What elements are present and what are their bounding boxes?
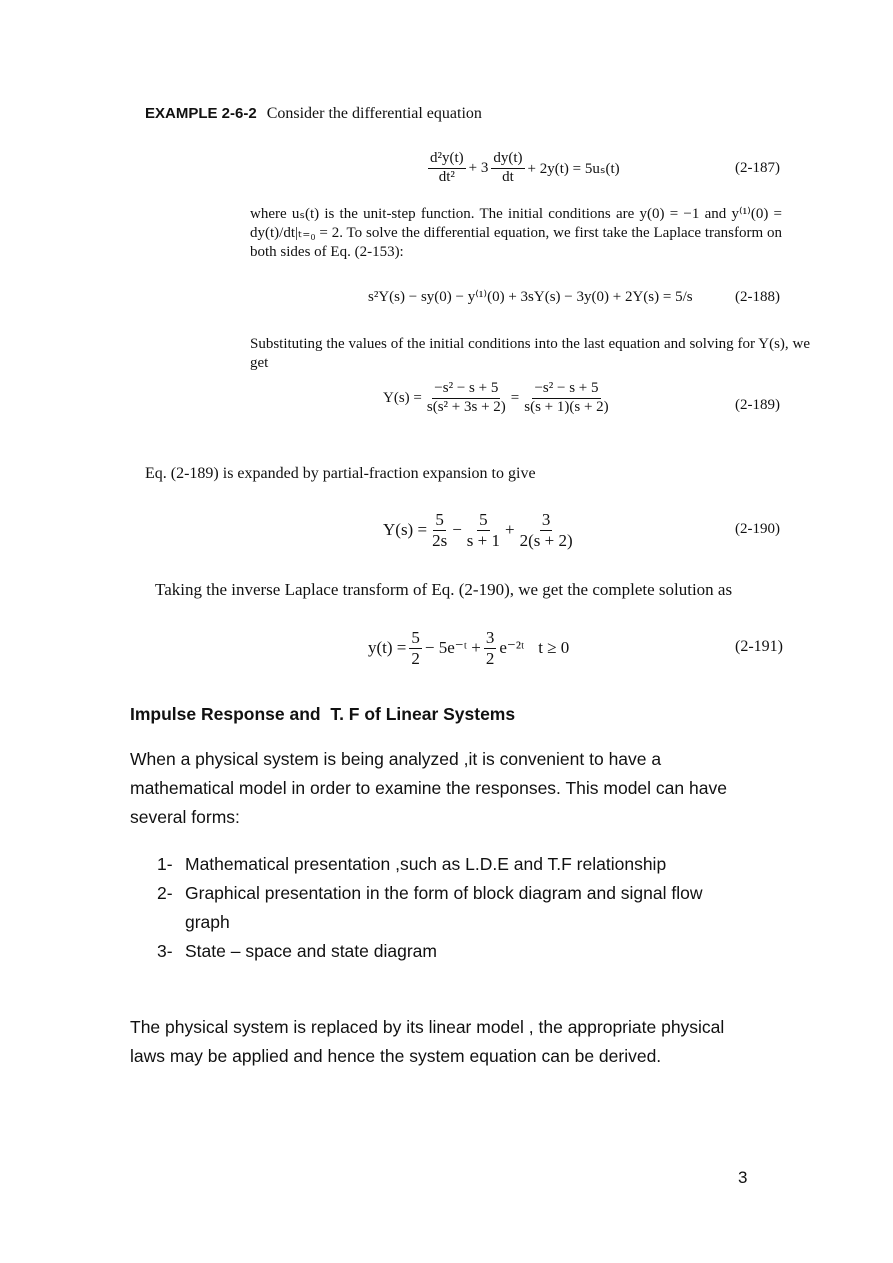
equation-number-2-187: (2-187) xyxy=(735,160,780,176)
example-heading xyxy=(145,105,482,123)
paragraph-partial-fraction: Eq. (2-189) is expanded by partial-fraction expansion to give xyxy=(145,465,536,482)
equation-2-187: $\frac{\text{d²y(t)}}{\text{dt²}}$ + 3 $\frac{dy(t)}{dt}$ + 2y(t) = 5uₛ(t) xyxy=(430,150,620,185)
forms-list xyxy=(157,850,737,966)
equation-number-2-190: (2-190) xyxy=(735,521,780,537)
list-item: 3- State – space and state diagram xyxy=(157,941,437,961)
paragraph-substituting: Substituting the values of the initial conditions into the last equation and solving for Y(s), we get xyxy=(250,336,810,371)
example-label: EXAMPLE 2-6-2 xyxy=(145,105,257,122)
paragraph-initial-conditions: where uₛ(t) is the unit-step function. The initial conditions are y(0) = −1 and y⁽¹⁾(0) = dy(t)/dt|ₜ₌₀ = 2. To solve the differential equation, we first take the Laplace transform on both sides of Eq. (2-153): xyxy=(250,206,782,260)
equation-2-189: Y(s) = $\frac{\text{−s² − s + 5}}{\text{s(s² + 3s + 2)}}$ = $\frac{\text{−s² − s + 5}}{s(s + 1)(s + 2)}$ xyxy=(383,380,609,415)
equation-2-188: s²Y(s) − sy(0) − y⁽¹⁾(0) + 3sY(s) − 3y(0) + 2Y(s) = 5/s xyxy=(368,289,693,305)
equation-number-2-189: (2-189) xyxy=(735,397,780,413)
page-number: 3 xyxy=(738,1168,748,1187)
list-item: 1- Mathematical presentation ,such as L.D.E and T.F relationship xyxy=(157,854,667,874)
fraction-d2y: $\frac{\text{d²y(t)}}{\text{dt²}}$ xyxy=(430,150,464,185)
fraction-dy: $\frac{dy(t)}{dt}$ xyxy=(493,150,523,185)
equation-2-191: y(t) = $\frac{5}{2}$ − 5e⁻ᵗ + $\frac{3}{2}$ e⁻²ᵗ t ≥ 0 xyxy=(368,627,570,668)
list-item: 2- Graphical presentation in the form of block diagram and signal flow graph xyxy=(157,883,703,932)
equation-2-190: Y(s) = $\frac{5}{2s}$ − $\frac{5}{s + 1}$ + $\frac{3}{2(s + 2)}$ xyxy=(383,509,573,550)
equation-number-2-191: (2-191) xyxy=(735,638,783,655)
equation-number-2-188: (2-188) xyxy=(735,289,780,305)
section-intro-paragraph: When a physical system is being analyzed ,it is convenient to have a mathematical model in order to examine the responses. This model can have several forms: xyxy=(130,749,727,827)
example-intro: Consider the differential equation xyxy=(266,105,482,122)
section-heading: Impulse Response and T. F of Linear Systems xyxy=(130,704,516,724)
paragraph-inverse-laplace: Taking the inverse Laplace transform of Eq. (2-190), we get the complete solution as xyxy=(155,580,733,599)
closing-paragraph: The physical system is replaced by its linear model , the appropriate physical laws may be applied and hence the system equation can be derived. xyxy=(130,1017,725,1066)
